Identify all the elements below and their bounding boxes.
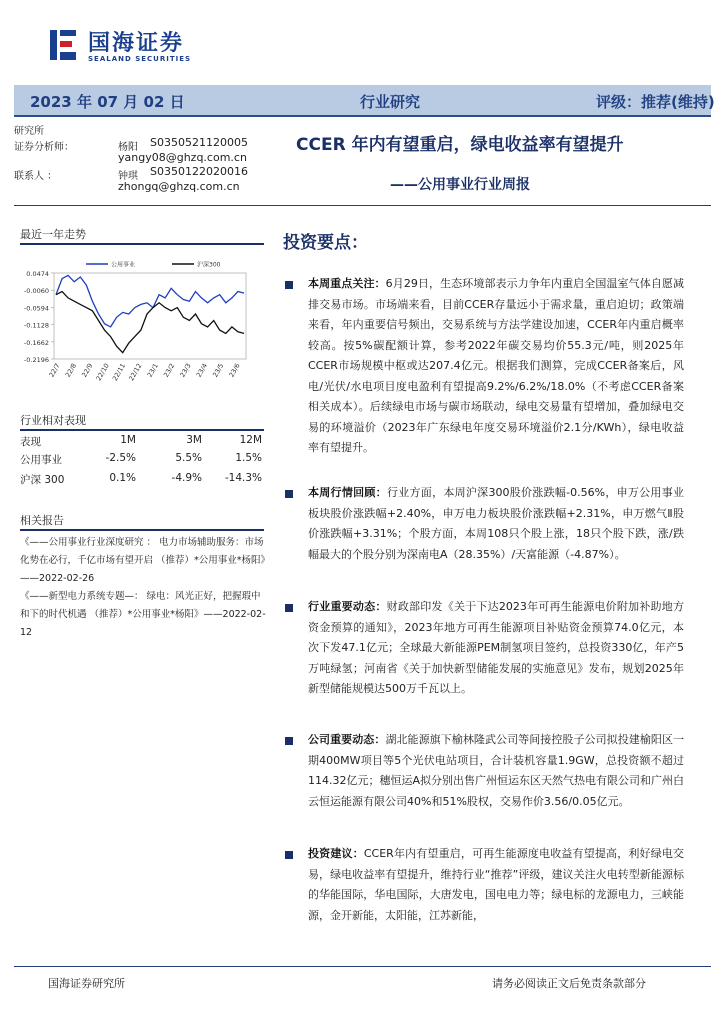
trend-title: 最近一年走势 <box>20 228 86 241</box>
paragraph-key-focus <box>308 274 684 459</box>
table-row <box>20 452 264 472</box>
paragraph-market-review <box>308 483 684 565</box>
table-cell: 1.5% <box>235 452 262 464</box>
contact-cert: S0350122020016 <box>150 165 248 178</box>
sealand-logo-icon <box>50 28 76 62</box>
related-report-item: 《——公用事业行业深度研究 ： 电力市场辅助服务：市场化势在必行，千亿市场有望开启 （推荐）*公用事业*杨阳》——2022-02-26 <box>20 537 266 584</box>
x-tick-label: 23/2 <box>162 362 177 379</box>
report-subtitle: ——公用事业行业周报 <box>390 177 530 193</box>
contact-email: zhongq@ghzq.com.cn <box>118 180 240 193</box>
table-cell: -4.9% <box>171 472 202 484</box>
table-cell: -14.3% <box>224 472 262 484</box>
related-rule <box>20 529 264 531</box>
x-tick-label: 22/10 <box>94 362 111 383</box>
report-rating: 评级：推荐(维持) <box>596 93 715 111</box>
y-tick-label: -0.0060 <box>23 287 49 296</box>
y-tick-label: 0.0474 <box>26 270 49 278</box>
table-cell: -2.5% <box>105 452 136 464</box>
report-title: CCER 年内有望重启，绿电收益率有望提升 <box>296 135 624 155</box>
title-divider <box>14 205 711 206</box>
x-tick-label: 22/11 <box>110 362 128 383</box>
contact-name: 钟琪 <box>118 171 138 182</box>
paragraph-label: 行业重要动态： <box>308 600 387 613</box>
brand-name: 国海证券 <box>88 31 185 56</box>
bullet-icon <box>285 851 293 859</box>
bullet-icon <box>285 281 293 289</box>
table-cell: 0.1% <box>109 472 136 484</box>
analyst-name: 杨阳 <box>118 142 138 153</box>
legend-label: 沪深300 <box>197 261 221 269</box>
paragraph-text: 行业方面，本周沪深300股价涨跌幅-0.56%，申万公用事业板块股价涨跌幅+2.40%，申万电力板块股价涨跌幅+2.31%，申万燃气Ⅱ股价涨跌幅+3.31%；个股方面，本周108只个股上涨，18只个股下跌，涨/跌幅最大的个股分别为深南电A（28.35%）/天富能源（-4.87%）。 <box>308 486 684 561</box>
header-divider <box>14 115 711 117</box>
paragraph-industry-news <box>308 597 684 700</box>
table-cell: 沪深 300 <box>20 474 65 486</box>
related-title: 相关报告 <box>20 514 64 527</box>
analyst-role: 证券分析师： <box>14 142 74 153</box>
paragraph-company-news <box>308 730 684 812</box>
x-tick-label: 23/4 <box>194 362 210 379</box>
table-header-cell: 1M <box>120 434 136 446</box>
footer-disclaimer: 请务必阅读正文后免责条款部分 <box>492 977 646 990</box>
y-tick-label: -0.0594 <box>23 304 49 313</box>
report-type: 行业研究 <box>360 93 421 111</box>
bullet-icon <box>285 737 293 745</box>
paragraph-text: 财政部印发《关于下达2023年可再生能源电价附加补助地方资金预算的通知》，2023年地方可再生能源项目补贴资金预算74.0亿元，本次下发47.1亿元；全球最大新能源PEM制氢项目签约，总投资330亿，年产5万吨绿氢；河南省《关于加快新型储能发展的实施意见》发布，规划2025年新型储能规模达500万千瓦以上。 <box>308 600 685 695</box>
table-header-row <box>20 434 264 454</box>
paragraph-label: 本周重点关注： <box>308 277 386 290</box>
footer-divider <box>14 966 711 967</box>
paragraph-investment-advice <box>308 844 684 926</box>
series-line-2 <box>56 292 244 353</box>
x-tick-label: 23/6 <box>227 362 242 379</box>
contact-role: 联系人 ： <box>14 171 58 182</box>
x-tick-label: 23/5 <box>211 362 226 379</box>
x-tick-label: 22/12 <box>127 362 144 383</box>
y-tick-label: -0.1128 <box>23 321 49 330</box>
table-header-cell: 表现 <box>20 436 41 448</box>
paragraph-label: 投资建议： <box>308 847 364 860</box>
table-header-cell: 3M <box>186 434 202 446</box>
related-report-item: 《——新型电力系统专题—： 绿电：风光正好，把握瑕中和下的时代机遇 （推荐）*公用事业*杨阳》——2022-02-12 <box>20 591 266 638</box>
paragraph-text: CCER年内有望重启，可再生能源度电收益有望提高，利好绿电交易，绿电收益率有望提升，维持行业“推荐”评级，建议关注火电转型新能源标的华能国际，华电国际，大唐发电，国电电力等；绿电标的龙源电力，三峡能源，金开新能，太阳能，江苏新能， <box>308 847 685 922</box>
plot-frame <box>54 273 246 359</box>
y-tick-label: -0.1662 <box>23 338 49 347</box>
footer-institute: 国海证券研究所 <box>48 977 125 990</box>
bullet-icon <box>285 604 293 612</box>
series-line-1 <box>56 275 244 327</box>
paragraph-label: 公司重要动态： <box>308 733 386 746</box>
paragraph-label: 本周行情回顾： <box>308 486 387 499</box>
x-tick-label: 23/3 <box>178 362 193 379</box>
institute-label: 研究所 <box>14 126 44 137</box>
investment-title: 投资要点： <box>283 233 368 253</box>
legend-label: 公用事业 <box>111 261 136 269</box>
x-tick-label: 22/8 <box>63 362 79 379</box>
analyst-cert: S0350521120005 <box>150 136 248 149</box>
x-tick-label: 22/9 <box>80 362 95 379</box>
performance-title: 行业相对表现 <box>20 414 86 427</box>
report-date: 2023 年 07 月 02 日 <box>30 93 185 111</box>
x-tick-label: 23/1 <box>145 362 160 379</box>
table-cell: 公用事业 <box>20 454 62 466</box>
paragraph-text: 湖北能源旗下榆林隆武公司等间接控股子公司拟投建榆阳区一期400MW项目等5个光伏电站项目，合计装机容量1.9GW，总投资额不超过114.32亿元；穗恒运A拟分别出售广州恒运东区天然气热电有限公司和广州白云恒运能源有限公司40%和51%股权，交易作价3.56/0.05亿元。 <box>308 733 685 808</box>
table-cell: 5.5% <box>175 452 202 464</box>
y-tick-label: -0.2196 <box>23 356 49 364</box>
analyst-email: yangy08@ghzq.com.cn <box>118 151 247 164</box>
performance-rule <box>20 429 264 431</box>
trend-rule <box>20 243 264 245</box>
trend-chart <box>14 255 260 385</box>
paragraph-text: 6月29日，生态环境部表示力争年内重启全国温室气体自愿减排交易市场。市场端来看，目前CCER存量远小于需求量，重启迫切；政策端来看，年内重要信号频出，交易系统与方法学建设加速，CCER年内重启概率较高。按5%碳配额计算，参考2022年碳交易均价55.3元/吨，则2025年CCER市场规模中枢或达207.4亿元。根据我们测算，完成CCER备案后，风电/光伏/水电项目度电盈利有望提高9.2%/6.2%/18.0%（不考虑CCER备案相关成本）。后续绿电市场与碳市场联动，绿电交易量有望增加，叠加绿电交易的环境溢价（2023年广东绿电年度交易环境溢价2.1分/KWh），绿电收益率有望提升。 <box>308 277 684 454</box>
table-row <box>20 472 264 492</box>
x-tick-label: 22/7 <box>47 362 62 379</box>
bullet-icon <box>285 490 293 498</box>
table-header-cell: 12M <box>239 434 262 446</box>
brand-name-en: SEALAND SECURITIES <box>88 55 192 63</box>
